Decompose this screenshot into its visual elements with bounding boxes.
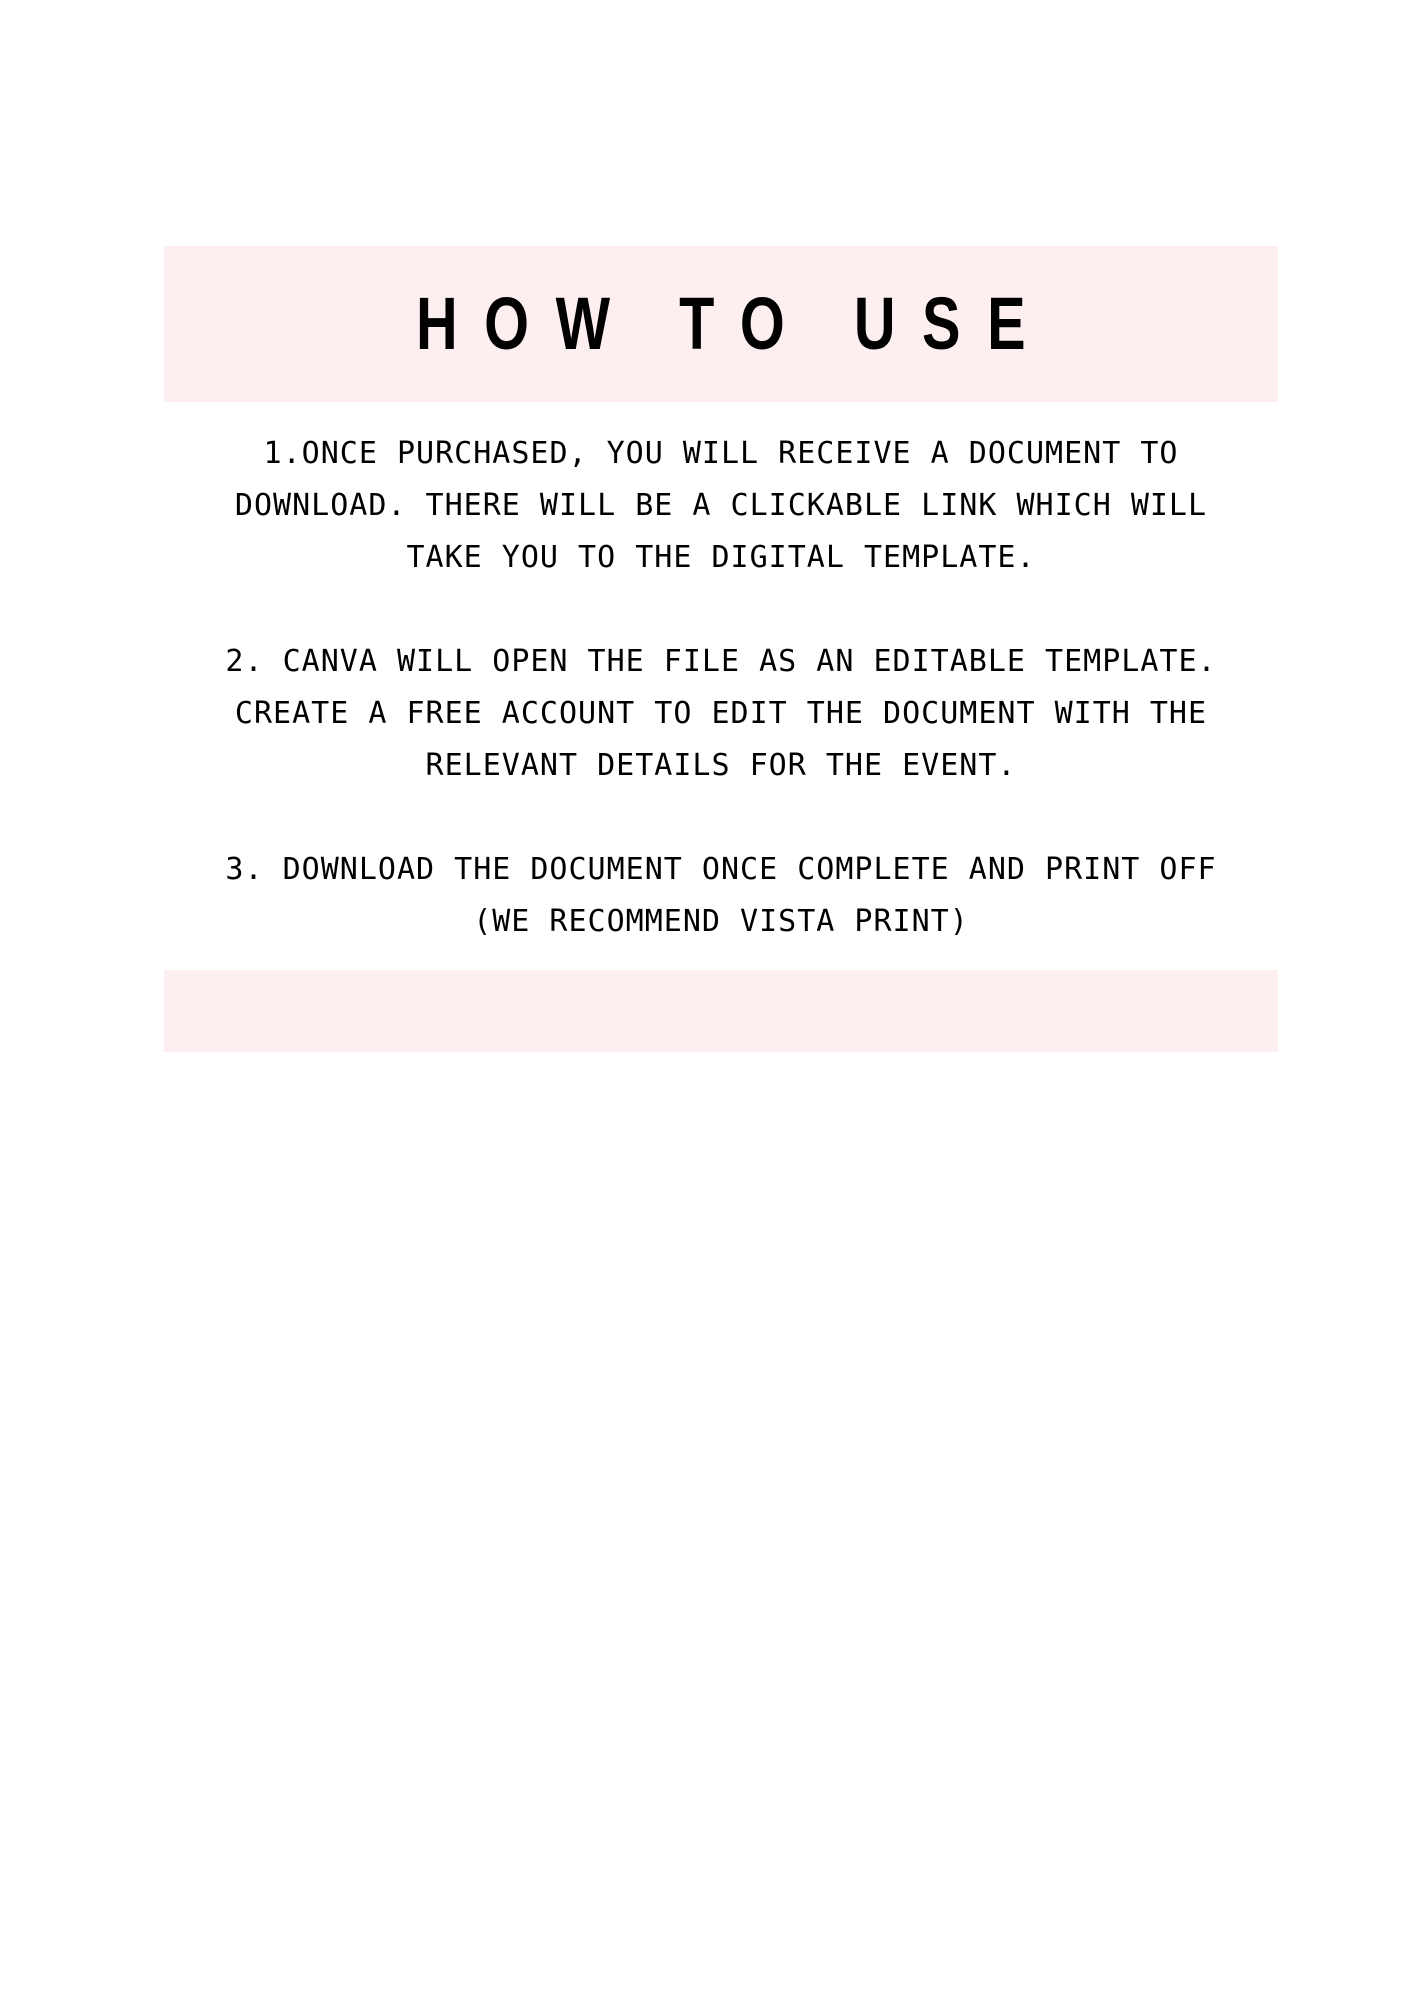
title-band bbox=[164, 246, 1278, 402]
step-2 bbox=[164, 636, 1278, 792]
page-title: HOW TO USE bbox=[416, 282, 1053, 365]
step-3-line-1: 3. DOWNLOAD THE DOCUMENT ONCE COMPLETE AND PRINT OFF bbox=[225, 852, 1217, 887]
step-2-line-2: CREATE A FREE ACCOUNT TO EDIT THE DOCUMENT WITH THE bbox=[234, 696, 1208, 731]
step-1-line-2: DOWNLOAD. THERE WILL BE A CLICKABLE LINK WHICH WILL bbox=[234, 488, 1208, 523]
step-2-line-3: RELEVANT DETAILS FOR THE EVENT. bbox=[425, 748, 1017, 783]
step-1-line-3: TAKE YOU TO THE DIGITAL TEMPLATE. bbox=[406, 540, 1036, 575]
bottom-band bbox=[164, 970, 1278, 1052]
step-3-line-2: (WE RECOMMEND VISTA PRINT) bbox=[473, 904, 969, 939]
step-2-line-1: 2. CANVA WILL OPEN THE FILE AS AN EDITABLE TEMPLATE. bbox=[225, 644, 1217, 679]
instructions bbox=[164, 428, 1278, 948]
step-1 bbox=[164, 428, 1278, 584]
step-3 bbox=[164, 844, 1278, 948]
step-1-line-1: 1.ONCE PURCHASED, YOU WILL RECEIVE A DOCUMENT TO bbox=[263, 436, 1179, 471]
